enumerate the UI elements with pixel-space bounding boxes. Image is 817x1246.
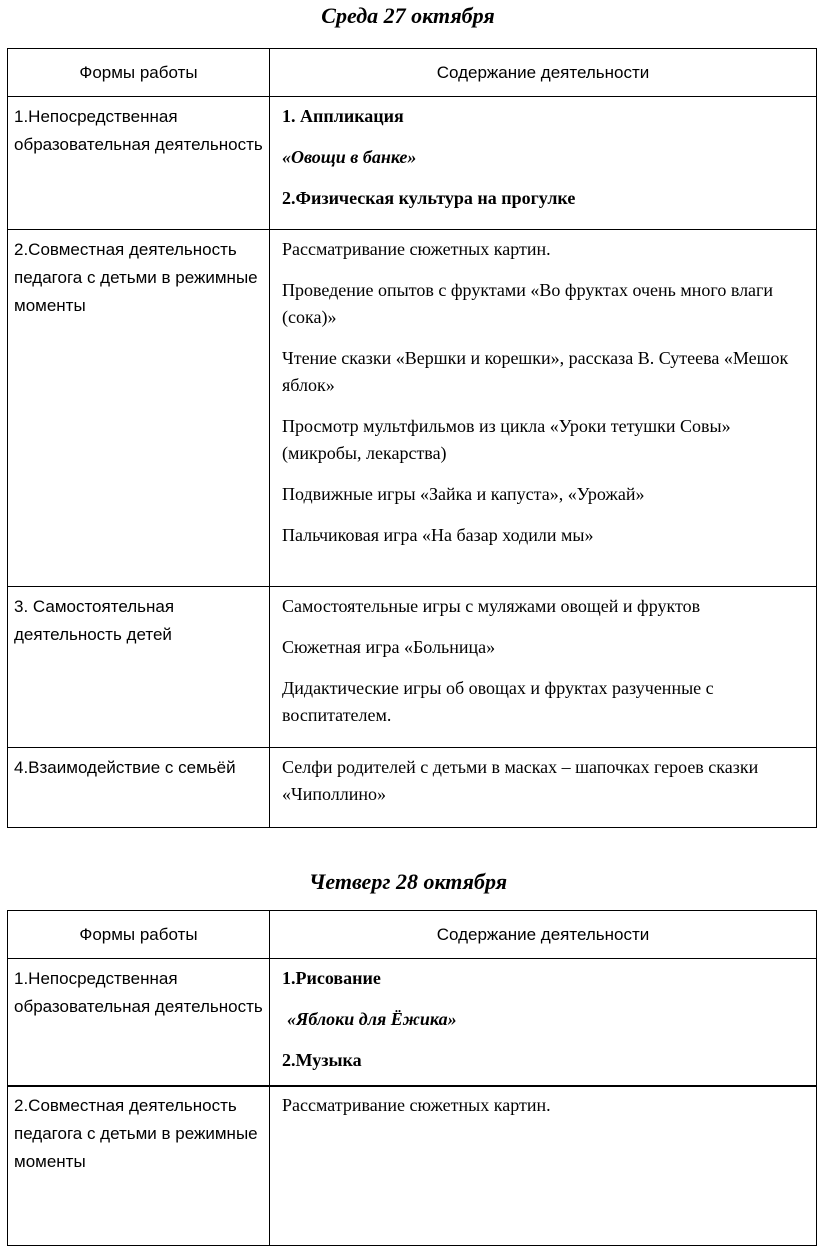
form-cell: 2.Совместная деятельность педагога с детьми в режимные моменты <box>8 1086 270 1246</box>
activity-item: 1. Аппликация <box>282 106 404 126</box>
form-cell: 4.Взаимодействие с семьёй <box>8 748 270 828</box>
form-cell: 2.Совместная деятельность педагога с детьми в режимные моменты <box>8 230 270 587</box>
table-header-row <box>8 49 817 97</box>
activity-item: Сюжетная игра «Больница» <box>282 637 496 657</box>
table-row <box>8 959 817 1087</box>
content-cell <box>270 959 817 1087</box>
form-cell: 1.Непосредственная образовательная деятельность <box>8 959 270 1087</box>
day1-title: Среда 27 октября <box>321 3 495 28</box>
day1-schedule-table <box>7 48 817 828</box>
header-forms: Формы работы <box>8 49 270 97</box>
table-row <box>8 1086 817 1246</box>
table-row <box>8 230 817 587</box>
table-row <box>8 748 817 828</box>
form-cell: 1.Непосредственная образовательная деятельность <box>8 97 270 230</box>
activity-item: Подвижные игры «Зайка и капуста», «Урожай» <box>282 484 645 504</box>
activity-item: Просмотр мультфильмов из цикла «Уроки тетушки Совы» (микробы, лекарства) <box>282 416 731 463</box>
table-row <box>8 587 817 748</box>
header-content: Содержание деятельности <box>270 911 817 959</box>
header-forms: Формы работы <box>8 911 270 959</box>
content-cell <box>270 1086 817 1246</box>
page-bottom-clip <box>0 1085 816 1171</box>
activity-item: Пальчиковая игра «На базар ходили мы» <box>282 525 594 545</box>
activity-item: «Яблоки для Ёжика» <box>287 1009 457 1029</box>
activity-item: Проведение опытов с фруктами «Во фруктах очень много влаги (сока)» <box>282 280 774 327</box>
activity-item: Селфи родителей с детьми в масках – шапочках героев сказки «Чиполлино» <box>282 757 759 804</box>
day2-title: Четверг 28 октября <box>308 869 508 894</box>
activity-item: 2.Физическая культура на прогулке <box>282 188 576 208</box>
activity-item: Рассматривание сюжетных картин. <box>282 1095 551 1115</box>
day2-schedule-table-continued <box>7 1085 817 1246</box>
day2-schedule-table <box>7 910 817 1087</box>
table-header-row <box>8 911 817 959</box>
content-cell <box>270 587 817 748</box>
activity-item: 2.Музыка <box>282 1050 362 1070</box>
form-cell: 3. Самостоятельная деятельность детей <box>8 587 270 748</box>
activity-item: «Овощи в банке» <box>282 147 417 167</box>
header-content: Содержание деятельности <box>270 49 817 97</box>
table-row <box>8 97 817 230</box>
activity-item: Дидактические игры об овощах и фруктах разученные с воспитателем. <box>282 678 714 725</box>
activity-item: Рассматривание сюжетных картин. <box>282 239 551 259</box>
content-cell <box>270 97 817 230</box>
activity-item: Чтение сказки «Вершки и корешки», рассказа В. Сутеева «Мешок яблок» <box>282 348 789 395</box>
content-cell <box>270 230 817 587</box>
content-cell <box>270 748 817 828</box>
activity-item: 1.Рисование <box>282 968 381 988</box>
activity-item: Самостоятельные игры с муляжами овощей и фруктов <box>282 596 701 616</box>
